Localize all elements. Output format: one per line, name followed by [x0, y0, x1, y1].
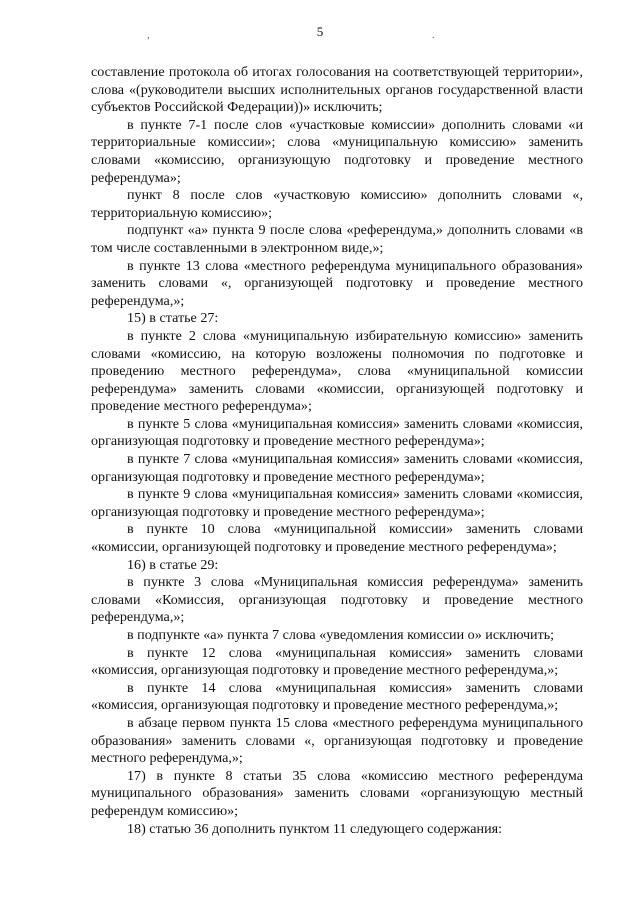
paragraph: в пункте 5 слова «муниципальная комиссия» заменить словами «комиссия, организующая подготовку и проведение местного референдума»; [91, 415, 583, 450]
paragraph-continuation: составление протокола об итогах голосования на соответствующей территории», слова «(руководители высших исполнительных органов государственной власти субъектов Российской Федерации))» исключить; [91, 64, 583, 116]
section-heading-15: 15) в статье 27: [127, 310, 219, 327]
paragraph: в пункте 14 слова «муниципальная комиссия» заменить словами «комиссия, организующая подготовку и проведение местного референдума,»; [91, 679, 583, 714]
paragraph: в пункте 2 слова «муниципальную избирательную комиссию» заменить словами «комиссию, на которую возложены полномочия по подготовке и проведению местного референдума», слова «муниципальной комиссии референдума» заменить словами «комиссии, организующей подготовку и проведение местного референдума»; [91, 327, 583, 415]
section-heading-16: 16) в статье 29: [127, 556, 219, 573]
page-number: 5 [316, 24, 324, 39]
paragraph: пункт 8 после слов «участковую комиссию» дополнить словами «, территориальную комиссию»; [91, 187, 583, 221]
paragraph: в пункте 13 слова «местного референдума муниципального образования» заменить словами «, организующей подготовку и проведение местного референдума,»; [91, 257, 583, 309]
document-body [91, 64, 583, 838]
paragraph: в абзаце первом пункта 15 слова «местного референдума муниципального образования» заменить словами «, организующая подготовку и проведение местного референдума,»; [91, 714, 583, 767]
section-heading-17: 17) в пункте 8 статьи 35 слова «комиссию местного референдума муниципального образования» заменить словами «организующую местный референдум комиссию»; [91, 767, 583, 819]
paragraph: в пункте 7-1 после слов «участковые комиссии» дополнить словами «и территориальные комиссии»; слова «муниципальную комиссию» заменить словами «комиссию, организующую подготовку и проведение местного референдума»; [91, 116, 583, 186]
paragraph: в пункте 10 слова «муниципальной комиссии» заменить словами «комиссии, организующей подготовку и проведение местного референдума»; [91, 521, 583, 556]
paragraph: подпункт «а» пункта 9 после слова «референдума,» дополнить словами «в том числе составленными в электронном виде,»; [91, 222, 583, 256]
paragraph: в пункте 9 слова «муниципальная комиссия» заменить словами «комиссия, организующая подготовку и проведение местного референдума»; [91, 486, 583, 520]
paragraph: в пункте 12 слова «муниципальная комиссия» заменить словами «комиссия, организующая подготовку и проведение местного референдума,»; [91, 644, 583, 679]
paragraph: в пункте 7 слова «муниципальная комиссия» заменить словами «комиссия, организующая подготовку и проведение местного референдума»; [91, 451, 583, 485]
paragraph: в пункте 3 слова «Муниципальная комиссия референдума» заменить словами «Комиссия, организующая подготовку и проведение местного референдума,»; [91, 574, 583, 626]
scan-mark-left: , [147, 30, 150, 41]
scan-mark-right: . [432, 30, 435, 41]
section-heading-18: 18) статью 36 дополнить пунктом 11 следующего содержания: [127, 820, 503, 837]
paragraph: в подпункте «а» пункта 7 слова «уведомления комиссии о» исключить; [127, 627, 555, 643]
